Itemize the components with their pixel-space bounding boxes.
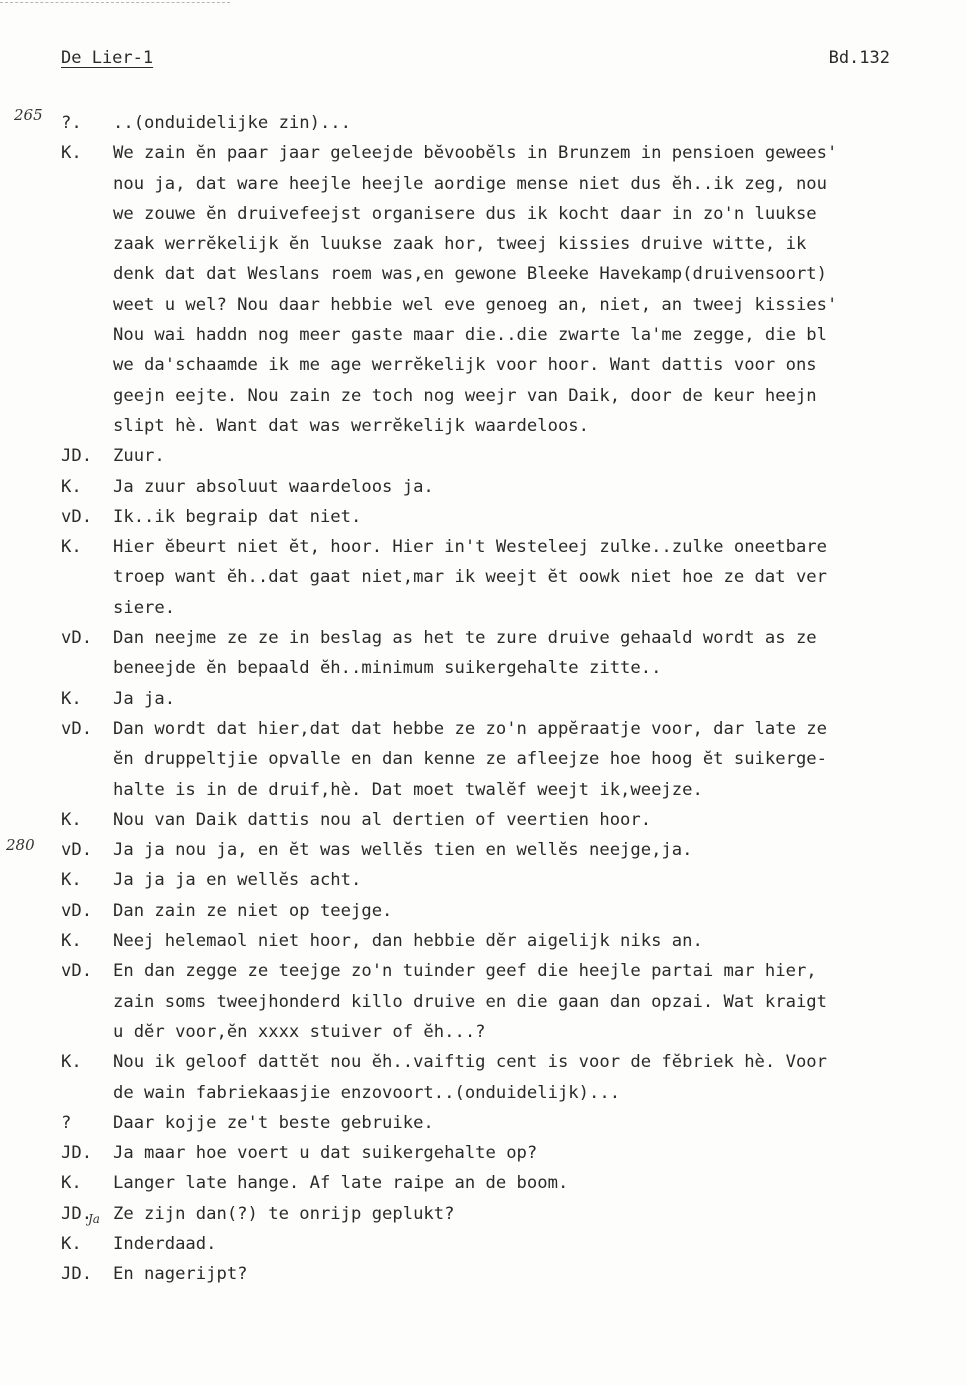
utterance bbox=[113, 502, 966, 532]
speaker-label: vD. bbox=[61, 840, 93, 861]
utterance bbox=[113, 865, 966, 895]
utterance bbox=[113, 714, 966, 805]
utterance-line: siere. bbox=[113, 597, 176, 618]
dialogue-turn bbox=[61, 1047, 966, 1108]
utterance bbox=[113, 956, 966, 1047]
utterance-line: Inderdaad. bbox=[113, 1233, 217, 1254]
utterance-line: Ja ja nou ja, en ĕt was wellĕs tien en wellĕs neejge,ja. bbox=[113, 840, 693, 861]
utterance bbox=[113, 1199, 966, 1229]
utterance-line: denk dat dat Weslans roem was,en gewone Bleeke Havekamp(druivensoort) bbox=[113, 264, 827, 285]
dialogue-turn bbox=[61, 1168, 966, 1198]
utterance-line: zaak werrĕkelijk ĕn luukse zaak hor, tweej kissies druive witte, ik bbox=[113, 234, 807, 255]
speaker-label: ?. bbox=[61, 113, 82, 133]
utterance bbox=[113, 896, 966, 926]
utterance bbox=[113, 441, 966, 471]
margin-note-265: 265 bbox=[14, 106, 43, 124]
utterance-line: Neej helemaol niet hoor, dan hebbie dĕr aigelijk niks an. bbox=[113, 931, 703, 952]
utterance-line: Ik..ik begraip dat niet. bbox=[113, 506, 362, 527]
utterance-line: En nagerijpt? bbox=[113, 1264, 248, 1285]
dialogue-turn bbox=[61, 956, 966, 1047]
utterance-line: Nou van Daik dattis nou al dertien of veertien hoor. bbox=[113, 809, 652, 830]
speaker-label: K. bbox=[61, 809, 82, 830]
utterance-line: Nou wai haddn nog meer gaste maar die..die zwarte la'me zegge, die bl bbox=[113, 325, 827, 346]
utterance-line: Nou ik geloof dattĕt nou ĕh..vaiftig cent is voor de fĕbriek hè. Voor bbox=[113, 1052, 827, 1073]
dialogue-turn bbox=[61, 138, 966, 441]
dialogue-turn bbox=[61, 805, 966, 835]
speaker-label: K. bbox=[61, 143, 82, 164]
utterance-line: troep want ĕh..dat gaat niet,mar ik weejt ĕt oowk niet hoe ze dat ver bbox=[113, 567, 827, 588]
utterance-line: Ja maar hoe voert u dat suikergehalte op? bbox=[113, 1143, 538, 1164]
speaker-label: K. bbox=[61, 1052, 82, 1073]
utterance-line: Daar kojje ze't beste gebruike. bbox=[113, 1112, 434, 1133]
utterance bbox=[113, 1168, 966, 1198]
utterance bbox=[113, 472, 966, 502]
utterance bbox=[113, 532, 966, 623]
utterance-line: we da'schaamde ik me age werrĕkelijk voor hoor. Want dattis voor ons bbox=[113, 355, 817, 376]
utterance-line: Dan wordt dat hier,dat dat hebbe ze zo'n appĕraatje voor, dar late ze bbox=[113, 718, 827, 739]
utterance-line: geejn eejte. Nou zain ze toch nog weejr van Daik, door de keur heejn bbox=[113, 385, 817, 406]
utterance-line: We zain ĕn paar jaar geleejde bĕvoobĕls in Brunzem in pensioen gewees' bbox=[113, 143, 838, 164]
utterance bbox=[113, 1229, 966, 1259]
dialogue-turn bbox=[61, 502, 966, 532]
page-reference: Bd.132 bbox=[828, 48, 890, 68]
speaker-label: K. bbox=[61, 537, 82, 558]
utterance-line: Zuur. bbox=[113, 446, 165, 467]
utterance-line: Hier ĕbeurt niet ĕt, hoor. Hier in't Westeleej zulke..zulke oneetbare bbox=[113, 537, 827, 558]
utterance-line: En dan zegge ze teejge zo'n tuinder geef die heejle partai mar hier, bbox=[113, 961, 817, 982]
speaker-label: vD. bbox=[61, 961, 93, 982]
utterance-line: slipt hè. Want dat was werrĕkelijk waardeloos. bbox=[113, 415, 589, 436]
dialogue-turn bbox=[61, 896, 966, 926]
dialogue-turn bbox=[61, 1138, 966, 1168]
utterance bbox=[113, 684, 966, 714]
speaker-label: vD. bbox=[61, 718, 93, 739]
utterance-line: Ja ja. bbox=[113, 688, 176, 709]
speaker-label: JD. bbox=[61, 1143, 93, 1164]
dialogue-turn bbox=[61, 472, 966, 502]
dialogue-turn bbox=[61, 1199, 966, 1229]
utterance-line: ĕn druppeltjie opvalle en dan kenne ze afleejze hoe hoog ĕt suikerge- bbox=[113, 749, 827, 770]
utterance-line: Langer late hange. Af late raipe an de boom. bbox=[113, 1173, 569, 1194]
utterance-line: Ze zijn dan(?) te onrijp geplukt? bbox=[113, 1203, 455, 1224]
speaker-label: K. bbox=[61, 870, 82, 891]
speaker-label: K. bbox=[61, 1233, 82, 1254]
utterance-line: we zouwe ĕn druivefeejst organisere dus ik kocht daar in zo'n luukse bbox=[113, 203, 817, 224]
dialogue-turn bbox=[61, 865, 966, 895]
utterance bbox=[113, 1108, 966, 1138]
utterance-line: nou ja, dat ware heejle heejle aordige mense niet dus ĕh..ik zeg, nou bbox=[113, 173, 827, 194]
utterance bbox=[113, 108, 966, 138]
handwritten-ja-note: Ja bbox=[88, 1212, 100, 1226]
speaker-label: K. bbox=[61, 931, 82, 952]
utterance bbox=[113, 926, 966, 956]
utterance-line: beneejde ĕn bepaald ĕh..minimum suikergehalte zitte.. bbox=[113, 658, 662, 679]
utterance-line: u dĕr voor,ĕn xxxx stuiver of ĕh...? bbox=[113, 1021, 486, 1042]
speaker-label: JD. bbox=[61, 1203, 93, 1224]
speaker-label: ? bbox=[61, 1112, 72, 1133]
speaker-label: JD. bbox=[61, 1264, 93, 1285]
utterance bbox=[113, 805, 966, 835]
margin-note-280: 280 bbox=[6, 836, 35, 854]
top-edge-marks bbox=[0, 2, 230, 6]
dialogue-turn bbox=[61, 1229, 966, 1259]
dialogue-turn bbox=[61, 532, 966, 623]
speaker-label: K. bbox=[61, 1173, 82, 1194]
utterance bbox=[113, 138, 966, 441]
utterance bbox=[113, 623, 966, 684]
dialogue-turn bbox=[61, 926, 966, 956]
utterance-line: Ja zuur absoluut waardeloos ja. bbox=[113, 476, 434, 497]
transcript-body bbox=[61, 108, 966, 1290]
speaker-label: vD. bbox=[61, 506, 93, 527]
dialogue-turn bbox=[61, 1108, 966, 1138]
utterance bbox=[113, 835, 966, 865]
utterance-line: Ja ja ja en wellĕs acht. bbox=[113, 870, 362, 891]
dialogue-turn bbox=[61, 623, 966, 684]
utterance-line: halte is in de druif,hè. Dat moet twalĕf weejt ik,weejze. bbox=[113, 779, 703, 800]
speaker-label: JD. bbox=[61, 446, 93, 467]
page-header bbox=[61, 48, 890, 74]
dialogue-turn bbox=[61, 714, 966, 805]
utterance-line: zain soms tweejhonderd killo druive en die gaan dan opzai. Wat kraigt bbox=[113, 991, 827, 1012]
utterance-line: weet u wel? Nou daar hebbie wel eve genoeg an, niet, an tweej kissies' bbox=[113, 294, 838, 315]
utterance bbox=[113, 1138, 966, 1168]
utterance-line: de wain fabriekaasjie enzovoort..(onduidelijk)... bbox=[113, 1082, 621, 1103]
dialogue-turn bbox=[61, 684, 966, 714]
speaker-label: vD. bbox=[61, 628, 93, 649]
document-title: De Lier-1 bbox=[61, 48, 154, 68]
utterance-line: ..(onduidelijke zin)... bbox=[113, 113, 351, 133]
dialogue-turn bbox=[61, 835, 966, 865]
utterance-line: Dan zain ze niet op teejge. bbox=[113, 900, 393, 921]
dialogue-turn bbox=[61, 1259, 966, 1289]
speaker-label: K. bbox=[61, 688, 82, 709]
dialogue-turn bbox=[61, 108, 966, 138]
utterance-line: Dan neejme ze ze in beslag as het te zure druive gehaald wordt as ze bbox=[113, 628, 817, 649]
speaker-label: vD. bbox=[61, 900, 93, 921]
utterance bbox=[113, 1259, 966, 1289]
utterance bbox=[113, 1047, 966, 1108]
speaker-label: K. bbox=[61, 476, 82, 497]
dialogue-turn bbox=[61, 441, 966, 471]
